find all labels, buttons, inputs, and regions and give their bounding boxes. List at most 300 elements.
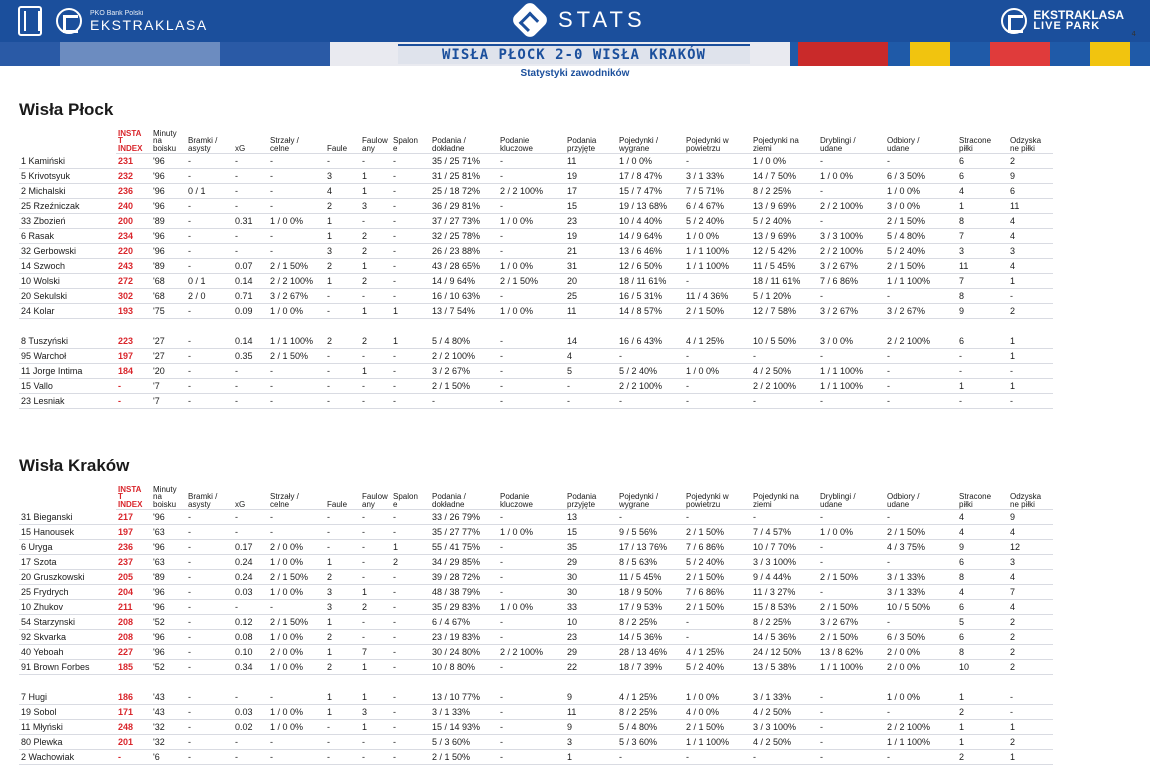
stat-cell: - — [186, 705, 233, 720]
stat-cell: 1 / 0 0% — [818, 525, 885, 540]
stat-cell: '75 — [151, 304, 186, 319]
player-name-cell: 25 Frydrych — [19, 585, 116, 600]
stat-cell: 1 — [360, 184, 391, 199]
stat-cell: 5 / 2 40% — [684, 660, 751, 675]
stat-cell: - — [186, 394, 233, 409]
stat-cell: 5 / 2 40% — [751, 214, 818, 229]
stat-cell: - — [186, 334, 233, 349]
stat-cell: 2 / 1 50% — [684, 570, 751, 585]
livepark-logo-icon — [1001, 8, 1027, 34]
stat-cell: 3 — [957, 244, 1008, 259]
column-header-line: Dryblingi / — [820, 136, 856, 145]
stat-cell: 0.24 — [233, 570, 268, 585]
stat-cell: 8 / 2 25% — [617, 705, 684, 720]
stat-cell: - — [498, 660, 565, 675]
brand-sponsor: PKO Bank Polski — [90, 9, 144, 17]
stat-cell: 4 — [1008, 229, 1053, 244]
stat-cell: 1 — [360, 690, 391, 705]
stat-cell: 2 / 1 50% — [818, 570, 885, 585]
stat-cell: - — [360, 630, 391, 645]
stat-cell: 1 — [957, 379, 1008, 394]
stat-cell: 2 — [1008, 304, 1053, 319]
stat-cell: - — [233, 510, 268, 525]
stat-cell: 1 — [957, 199, 1008, 214]
stat-cell: 236 — [116, 540, 151, 555]
stat-cell: 184 — [116, 364, 151, 379]
stat-cell: - — [391, 750, 430, 765]
stat-cell: 1 / 1 100% — [818, 379, 885, 394]
stat-cell: - — [325, 154, 360, 169]
stat-cell: 3 / 3 100% — [818, 229, 885, 244]
stat-cell: 9 — [565, 720, 617, 735]
stat-cell: 33 — [565, 600, 617, 615]
column-header-line: kluczowe — [500, 499, 533, 509]
stat-cell: - — [325, 304, 360, 319]
column-header — [684, 128, 751, 154]
stat-cell: 3 / 2 67% — [818, 304, 885, 319]
spacer-row — [19, 319, 1053, 334]
stat-cell: 2 — [325, 630, 360, 645]
table-row — [19, 214, 1053, 229]
stat-cell: 15 — [565, 525, 617, 540]
table-row — [19, 705, 1053, 720]
column-header-line: Podania / — [432, 136, 466, 145]
stat-cell: '63 — [151, 525, 186, 540]
stat-cell: 35 / 29 83% — [430, 600, 498, 615]
column-header-line: Strzały / — [270, 136, 299, 145]
stat-cell: 1 / 0 0% — [498, 304, 565, 319]
stat-cell: 243 — [116, 259, 151, 274]
stat-cell: 7 — [957, 274, 1008, 289]
stat-cell: - — [885, 394, 957, 409]
stat-cell: 10 — [565, 615, 617, 630]
stat-cell: 1 / 0 0% — [268, 585, 325, 600]
stat-cell: - — [565, 379, 617, 394]
column-header — [751, 128, 818, 154]
stat-cell: 2 — [957, 705, 1008, 720]
stat-cell: - — [325, 364, 360, 379]
column-header-line: celne — [270, 143, 290, 153]
column-header-line: Spalon — [393, 136, 418, 145]
table-row — [19, 259, 1053, 274]
player-name-cell: 2 Michalski — [19, 184, 116, 199]
column-header-line: celne — [270, 499, 290, 509]
player-name-cell: 15 Vallo — [19, 379, 116, 394]
stat-cell: - — [186, 690, 233, 705]
column-header-line: xG — [235, 143, 246, 153]
column-header-line: Pojedynki w — [686, 492, 729, 501]
column-header-line: wygrane — [619, 143, 650, 153]
stat-cell: - — [186, 214, 233, 229]
stat-cell: - — [391, 600, 430, 615]
stat-cell: 1 — [360, 660, 391, 675]
column-header-line: powietrzu — [686, 143, 721, 153]
stat-cell: - — [684, 349, 751, 364]
stat-cell: - — [684, 615, 751, 630]
stat-cell: - — [391, 585, 430, 600]
stat-cell: 19 — [565, 229, 617, 244]
stat-cell: 2 / 1 50% — [818, 600, 885, 615]
stat-cell: 8 / 2 25% — [617, 615, 684, 630]
stat-cell: - — [233, 735, 268, 750]
column-header-line: Pojedynki na — [753, 492, 799, 501]
column-header — [1008, 484, 1053, 510]
stat-cell: - — [818, 690, 885, 705]
column-header-line: boisku — [153, 143, 177, 153]
brand-right-line1: EKSTRAKLASA — [1033, 8, 1124, 22]
stat-cell: '96 — [151, 229, 186, 244]
stat-cell: - — [233, 184, 268, 199]
stat-cell: - — [498, 379, 565, 394]
stat-cell: 34 / 29 85% — [430, 555, 498, 570]
column-header-line: piłki — [959, 499, 973, 509]
stat-cell: 4 / 2 50% — [751, 735, 818, 750]
stat-cell: - — [617, 750, 684, 765]
stat-cell: 204 — [116, 585, 151, 600]
match-title: WISŁA PŁOCK 2-0 WISŁA KRAKÓW — [441, 47, 706, 63]
player-name-cell: 10 Zhukov — [19, 600, 116, 615]
stat-cell: - — [498, 510, 565, 525]
ribbon-home-art — [0, 42, 330, 66]
stat-cell: 6 — [957, 555, 1008, 570]
player-name-cell: 19 Sobol — [19, 705, 116, 720]
stat-cell: 1 / 0 0% — [684, 229, 751, 244]
stat-cell: '20 — [151, 364, 186, 379]
stat-cell: 3 / 2 67% — [268, 289, 325, 304]
column-header-line: Podania — [567, 492, 597, 501]
brand-right-line2: LIVE PARK — [1033, 20, 1101, 32]
stat-cell: 7 / 6 86% — [684, 585, 751, 600]
stat-cell: 6 — [957, 630, 1008, 645]
stat-cell: 13 / 10 77% — [430, 690, 498, 705]
column-header-line: Bramki / — [188, 492, 218, 501]
stat-cell: 4 / 1 25% — [684, 334, 751, 349]
stat-cell: 2 / 2 100% — [818, 244, 885, 259]
stat-cell: - — [233, 199, 268, 214]
stat-cell: 3 — [1008, 244, 1053, 259]
stat-cell: 35 / 27 77% — [430, 525, 498, 540]
stat-cell: 1 — [565, 750, 617, 765]
stat-cell: 2 — [1008, 660, 1053, 675]
stat-cell: - — [498, 289, 565, 304]
column-header-line: udane — [820, 143, 843, 153]
stat-cell: 9 / 5 56% — [617, 525, 684, 540]
stat-cell: - — [186, 540, 233, 555]
stat-cell: 1 / 1 100% — [818, 660, 885, 675]
stat-cell: 11 / 3 27% — [751, 585, 818, 600]
stat-cell: 3 / 2 67% — [818, 615, 885, 630]
stat-cell: 302 — [116, 289, 151, 304]
column-header-line: Pojedynki / — [619, 492, 659, 501]
stat-cell: 5 / 4 80% — [885, 229, 957, 244]
column-header — [565, 484, 617, 510]
stat-cell: - — [391, 289, 430, 304]
column-header-line: Odzyska — [1010, 492, 1042, 501]
stat-cell: 234 — [116, 229, 151, 244]
stat-cell: - — [360, 214, 391, 229]
column-header — [885, 128, 957, 154]
stat-cell: 11 — [565, 154, 617, 169]
stat-cell: 232 — [116, 169, 151, 184]
brand-left — [18, 5, 208, 37]
stat-cell: 5 / 3 60% — [430, 735, 498, 750]
stat-cell: 227 — [116, 645, 151, 660]
stat-cell: 1 / 0 0% — [268, 214, 325, 229]
stat-cell: 10 / 7 70% — [751, 540, 818, 555]
stat-cell: - — [391, 184, 430, 199]
stat-cell: - — [498, 199, 565, 214]
stat-cell: 17 / 9 53% — [617, 600, 684, 615]
player-name-cell: 2 Wachowiak — [19, 750, 116, 765]
column-header — [116, 484, 151, 510]
stat-cell: - — [391, 570, 430, 585]
stat-cell: 240 — [116, 199, 151, 214]
stat-cell: 1 / 1 100% — [684, 244, 751, 259]
stat-cell: - — [325, 289, 360, 304]
stat-cell: 4 / 2 50% — [751, 705, 818, 720]
stat-cell: 3 — [325, 244, 360, 259]
stat-cell: - — [391, 630, 430, 645]
stat-cell: 4 — [957, 510, 1008, 525]
stat-cell: 2 — [325, 570, 360, 585]
table-row — [19, 349, 1053, 364]
stat-cell: 1 — [325, 645, 360, 660]
spacer-row — [19, 675, 1053, 690]
column-header-line: na — [153, 136, 162, 145]
stat-cell: - — [360, 525, 391, 540]
stat-cell: 9 — [957, 540, 1008, 555]
stat-cell: 208 — [116, 615, 151, 630]
stat-cell: 4 / 2 50% — [751, 364, 818, 379]
stat-cell: - — [818, 585, 885, 600]
stat-cell: - — [1008, 289, 1053, 304]
stat-cell: - — [186, 570, 233, 585]
column-header — [186, 128, 233, 154]
column-header-line: any — [362, 143, 375, 153]
stat-cell: - — [325, 720, 360, 735]
player-name-cell: 20 Sekulski — [19, 289, 116, 304]
column-header — [268, 484, 325, 510]
stat-cell: 8 — [957, 645, 1008, 660]
stat-cell: 1 / 0 0% — [751, 154, 818, 169]
player-name-cell: 20 Gruszkowski — [19, 570, 116, 585]
stat-cell: 1 / 0 0% — [268, 630, 325, 645]
stat-cell: 25 — [565, 289, 617, 304]
stat-cell: 2 / 2 100% — [818, 199, 885, 214]
column-header-line: INSTA — [118, 484, 142, 494]
stat-cell: 15 / 14 93% — [430, 720, 498, 735]
stat-cell: - — [617, 349, 684, 364]
stat-cell: 4 — [1008, 570, 1053, 585]
column-header-line: Podania — [567, 136, 597, 145]
column-header — [325, 484, 360, 510]
table-row — [19, 525, 1053, 540]
stat-cell: 200 — [116, 214, 151, 229]
player-name-cell: 40 Yeboah — [19, 645, 116, 660]
stat-cell: - — [885, 615, 957, 630]
stat-cell: - — [818, 184, 885, 199]
stat-cell: - — [186, 244, 233, 259]
column-header — [1008, 128, 1053, 154]
column-header-line: na — [153, 492, 162, 501]
stat-cell: 5 / 2 40% — [684, 555, 751, 570]
stat-cell: 2 — [360, 600, 391, 615]
stat-cell: 10 / 5 50% — [751, 334, 818, 349]
stat-cell: - — [186, 304, 233, 319]
stat-cell: 17 / 13 76% — [617, 540, 684, 555]
stat-cell: - — [360, 570, 391, 585]
stat-cell: '27 — [151, 349, 186, 364]
stat-cell: - — [360, 349, 391, 364]
stat-cell: - — [391, 705, 430, 720]
stat-cell: - — [186, 229, 233, 244]
stat-cell: - — [233, 244, 268, 259]
stat-cell: '52 — [151, 660, 186, 675]
stat-cell: - — [818, 555, 885, 570]
stat-cell: 20 — [565, 274, 617, 289]
stat-cell: 13 / 6 46% — [617, 244, 684, 259]
stat-cell: 1 — [1008, 379, 1053, 394]
stat-cell: - — [116, 379, 151, 394]
column-header-line: udane — [887, 499, 910, 509]
player-name-cell: 14 Szwoch — [19, 259, 116, 274]
column-header — [233, 484, 268, 510]
stat-cell: 1 — [957, 690, 1008, 705]
stat-cell: 18 / 11 61% — [751, 274, 818, 289]
stat-cell: '96 — [151, 244, 186, 259]
stat-cell: 4 — [1008, 214, 1053, 229]
column-header — [430, 484, 498, 510]
column-header — [957, 484, 1008, 510]
stat-cell: 21 — [565, 244, 617, 259]
stat-cell: 14 / 9 64% — [430, 274, 498, 289]
stat-cell: - — [391, 615, 430, 630]
stat-cell: 30 — [565, 570, 617, 585]
stat-cell: 5 / 2 40% — [617, 364, 684, 379]
table-row — [19, 154, 1053, 169]
column-header-line: przyjęte — [567, 499, 596, 509]
stat-cell: 0.03 — [233, 585, 268, 600]
column-header-line: any — [362, 499, 375, 509]
stat-cell: 4 — [1008, 600, 1053, 615]
stat-cell: - — [233, 169, 268, 184]
stat-cell: 0.12 — [233, 615, 268, 630]
stat-cell: 3 — [565, 735, 617, 750]
stat-cell: - — [360, 154, 391, 169]
stat-cell: 2 / 0 0% — [885, 660, 957, 675]
stat-cell: 2 / 1 50% — [268, 615, 325, 630]
column-header-line: Podanie — [500, 136, 530, 145]
stat-cell: 2 / 0 0% — [268, 540, 325, 555]
stat-cell: - — [233, 525, 268, 540]
stat-cell: 7 — [1008, 585, 1053, 600]
stat-cell: - — [391, 379, 430, 394]
stat-cell: 1 / 0 0% — [885, 690, 957, 705]
column-header-line: ne piłki — [1010, 499, 1035, 509]
stat-cell: 1 — [360, 259, 391, 274]
stat-cell: 4 — [325, 184, 360, 199]
stat-cell: - — [498, 154, 565, 169]
stat-cell: - — [391, 274, 430, 289]
stat-cell: - — [957, 349, 1008, 364]
stat-cell: '43 — [151, 690, 186, 705]
column-header-line: kluczowe — [500, 143, 533, 153]
stat-cell: - — [391, 525, 430, 540]
column-header-line: e — [393, 143, 398, 153]
column-header-line: Faulow — [362, 136, 388, 145]
stat-cell: 4 / 1 25% — [684, 645, 751, 660]
stat-cell: 23 — [565, 630, 617, 645]
stat-cell: - — [498, 555, 565, 570]
column-header-line: ziemi — [753, 143, 772, 153]
stat-cell: - — [186, 349, 233, 364]
stat-cell: 8 / 2 25% — [751, 184, 818, 199]
stat-cell: 1 — [360, 169, 391, 184]
stat-cell: - — [818, 349, 885, 364]
stat-cell: 0.14 — [233, 274, 268, 289]
stat-cell: 1 — [391, 540, 430, 555]
column-header-line: Odbiory / — [887, 136, 920, 145]
stat-cell: 2 / 0 0% — [268, 645, 325, 660]
stat-cell: 2 — [325, 334, 360, 349]
column-header — [360, 128, 391, 154]
stat-cell: - — [498, 630, 565, 645]
stat-cell: 12 / 7 58% — [751, 304, 818, 319]
stat-cell: - — [268, 379, 325, 394]
stat-cell: - — [391, 229, 430, 244]
stat-cell: 2 / 2 100% — [617, 379, 684, 394]
player-name-cell: 25 Rzeźniczak — [19, 199, 116, 214]
stat-cell: 6 — [1008, 184, 1053, 199]
stat-cell: 35 — [565, 540, 617, 555]
player-name-cell: 6 Rasak — [19, 229, 116, 244]
stat-cell: - — [186, 525, 233, 540]
stat-cell: - — [885, 289, 957, 304]
stat-cell: 35 / 25 71% — [430, 154, 498, 169]
column-header — [430, 128, 498, 154]
stat-cell: 220 — [116, 244, 151, 259]
stat-cell: 1 — [360, 364, 391, 379]
column-header-line: Pojedynki na — [753, 136, 799, 145]
stat-cell: '7 — [151, 379, 186, 394]
stat-cell: 1 — [325, 229, 360, 244]
player-name-cell: 31 Bieganski — [19, 510, 116, 525]
player-name-cell: 32 Gerbowski — [19, 244, 116, 259]
stat-cell: 7 / 6 86% — [818, 274, 885, 289]
stat-cell: - — [885, 154, 957, 169]
stat-cell: 1 — [360, 304, 391, 319]
stat-cell: 13 / 9 69% — [751, 199, 818, 214]
stat-cell: 18 / 11 61% — [617, 274, 684, 289]
stat-cell: - — [885, 750, 957, 765]
stat-cell: 11 / 5 45% — [617, 570, 684, 585]
stat-cell: 272 — [116, 274, 151, 289]
stat-cell: - — [885, 364, 957, 379]
stat-cell: 2 / 1 50% — [885, 214, 957, 229]
stat-cell: - — [268, 169, 325, 184]
stat-cell: 1 — [957, 720, 1008, 735]
stat-cell: - — [325, 525, 360, 540]
stat-cell: 186 — [116, 690, 151, 705]
stat-cell: 3 / 0 0% — [885, 199, 957, 214]
table-row — [19, 199, 1053, 214]
stat-cell: 5 / 2 40% — [684, 214, 751, 229]
page-number: 4 — [1131, 30, 1136, 38]
stat-cell: - — [391, 394, 430, 409]
column-header-line: asysty — [188, 143, 211, 153]
stat-cell: 1 / 0 0% — [818, 169, 885, 184]
stat-cell: 2 / 1 50% — [268, 259, 325, 274]
